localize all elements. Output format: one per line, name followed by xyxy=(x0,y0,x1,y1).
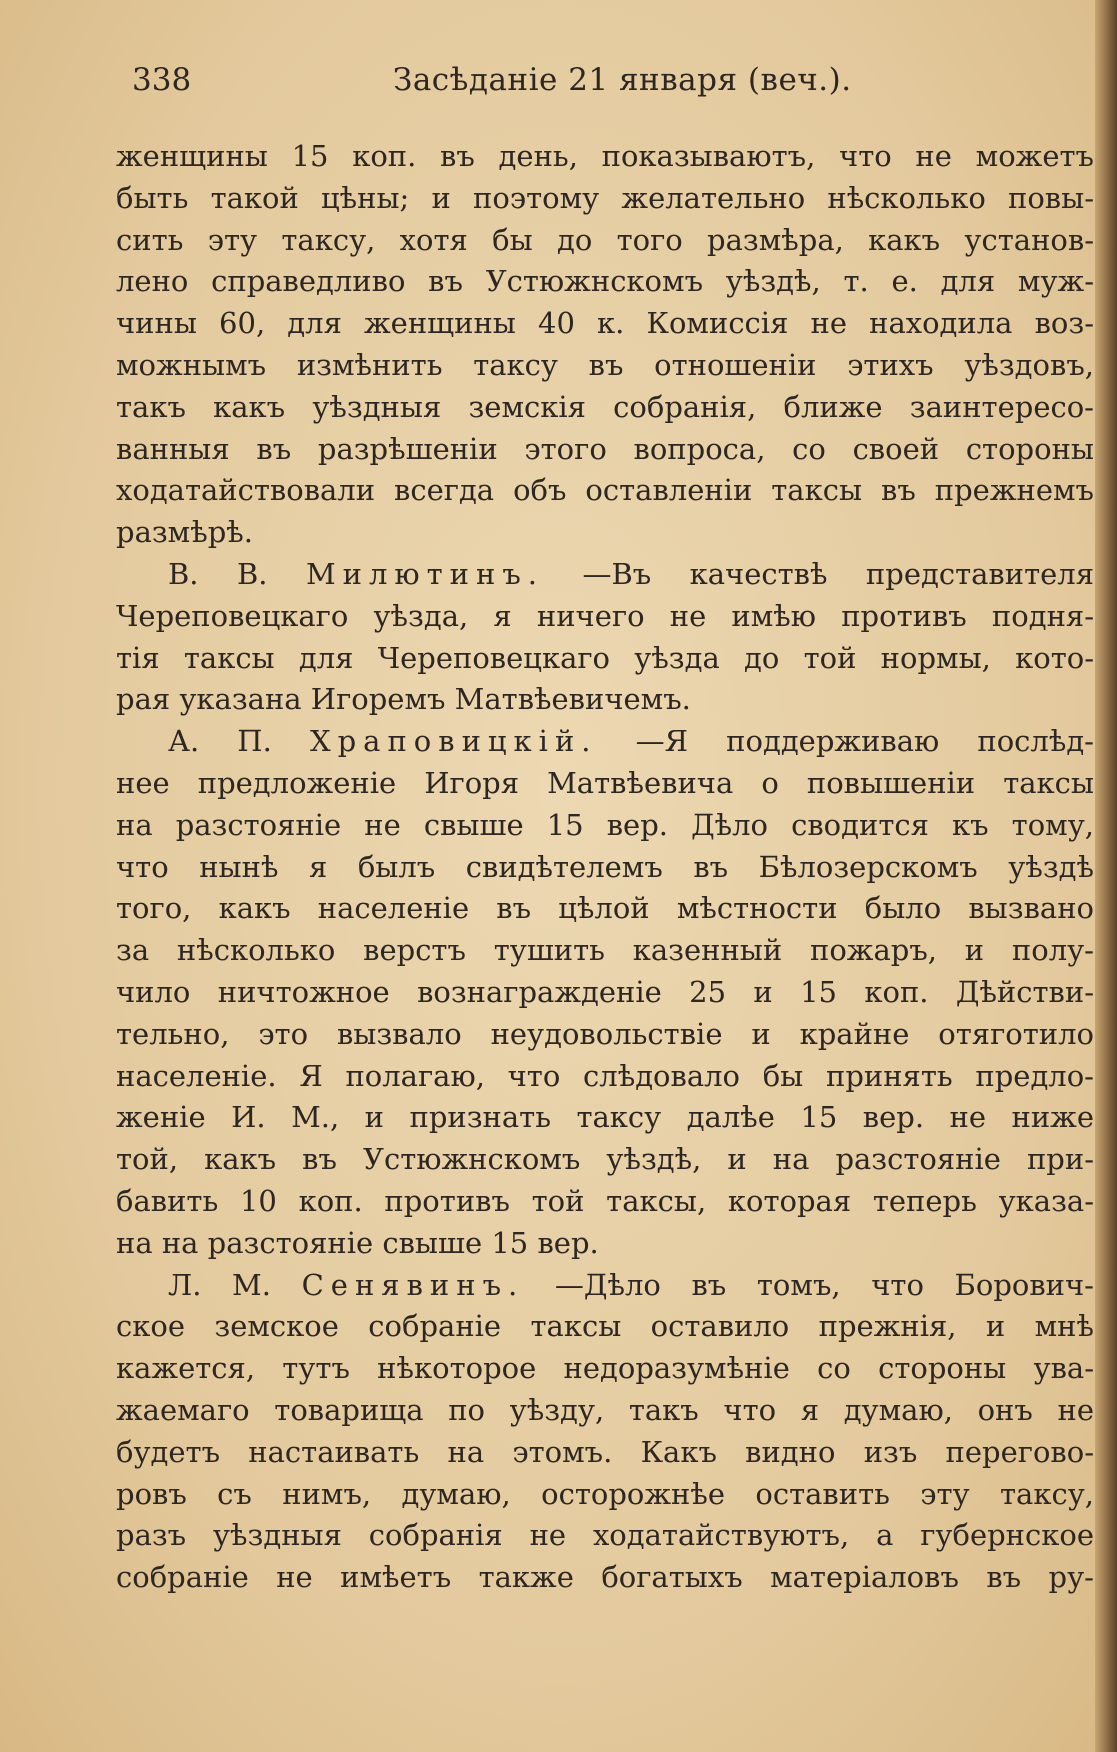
speaker-line xyxy=(116,554,1094,596)
text-line: тія таксы для Череповецкаго уѣзда до той нормы, кото- xyxy=(116,640,1094,675)
speaker-initials: Л. М. xyxy=(168,1267,271,1302)
text-line: Череповецкаго уѣзда, я ничего не имѣю противъ подня- xyxy=(116,598,1094,633)
speaker-line xyxy=(116,721,1094,763)
text-line: того, какъ населеніе въ цѣлой мѣстности было вызвано xyxy=(116,891,1094,926)
text-line: жаемаго товарища по уѣзду, такъ что я думаю, онъ не xyxy=(116,1392,1094,1427)
text-line: разъ уѣздныя собранія не ходатайствуютъ, а губернское xyxy=(116,1518,1094,1553)
text-line: нее предложеніе Игоря Матвѣевича о повышеніи таксы xyxy=(116,765,1094,800)
text-line: быть такой цѣны; и поэтому желательно нѣсколько повы- xyxy=(116,180,1094,215)
text-line: женіе И. М., и признать таксу далѣе 15 вер. не ниже xyxy=(116,1100,1094,1135)
text-line: кажется, тутъ нѣкоторое недоразумѣніе со стороны ува- xyxy=(116,1351,1094,1386)
speaker-name: Храповицкій. xyxy=(309,724,598,759)
text-line: будетъ настаивать на этомъ. Какъ видно изъ перегово- xyxy=(116,1434,1094,1469)
speaker-name: Сенявинъ. xyxy=(301,1267,525,1302)
speaker-name: Милютинъ. xyxy=(305,556,544,591)
text-fragment: —Дѣло въ томъ, что Борович- xyxy=(554,1267,1094,1302)
text-line: ровъ съ нимъ, думаю, осторожнѣе оставить эту таксу, xyxy=(116,1476,1094,1511)
text-fragment: —Я поддерживаю послѣд- xyxy=(635,724,1094,759)
text-fragment: —Въ качествѣ представителя xyxy=(582,556,1094,591)
speaker-initials: В. В. xyxy=(168,556,268,591)
text-line: женщины 15 коп. въ день, показываютъ, что не можетъ xyxy=(116,139,1094,173)
text-line: на разстояніе не свыше 15 вер. Дѣло сводится къ тому, xyxy=(116,807,1094,842)
text-line: сить эту таксу, хотя бы до того размѣра, какъ установ- xyxy=(116,222,1094,257)
text-line: той, какъ въ Устюжнскомъ уѣздѣ, и на разстояніе при- xyxy=(116,1142,1094,1177)
page-header xyxy=(0,58,1117,108)
text-line: тельно, это вызвало неудовольствіе и крайне отяготило xyxy=(116,1016,1094,1051)
text-line: рая указана Игоремъ Матвѣевичемъ. xyxy=(116,682,691,717)
text-line: ванныя въ разрѣшеніи этого вопроса, со своей стороны xyxy=(116,431,1094,466)
text-line: что нынѣ я былъ свидѣтелемъ въ Бѣлозерскомъ уѣздѣ xyxy=(116,849,1094,884)
text-line: чило ничтожное вознагражденіе 25 и 15 коп. Дѣйстви- xyxy=(116,974,1094,1009)
text-line: размѣрѣ. xyxy=(116,515,253,550)
speaker-initials: А. П. xyxy=(168,724,272,759)
text-line: лено справедливо въ Устюжнскомъ уѣздѣ, т. е. для муж- xyxy=(116,264,1094,299)
text-line: на на разстояніе свыше 15 вер. xyxy=(116,1225,599,1260)
text-line: чины 60, для женщины 40 к. Комиссія не находила воз- xyxy=(116,306,1094,341)
text-line: бавить 10 коп. противъ той таксы, которая теперь указа- xyxy=(116,1183,1094,1218)
text-line: можнымъ измѣнить таксу въ отношеніи этихъ уѣздовъ, xyxy=(116,347,1094,382)
running-title: Засѣданіе 21 января (веч.). xyxy=(393,62,852,98)
text-line: ходатайствовали всегда объ оставленіи таксы въ прежнемъ xyxy=(116,473,1094,508)
text-line: собраніе не имѣетъ также богатыхъ матеріаловъ въ ру- xyxy=(116,1560,1094,1595)
text-line: населеніе. Я полагаю, что слѣдовало бы принять предло- xyxy=(116,1058,1094,1093)
text-line: ское земское собраніе таксы оставило прежнія, и мнѣ xyxy=(116,1309,1094,1344)
text-line: такъ какъ уѣздныя земскія собранія, ближе заинтересо- xyxy=(116,389,1094,424)
speaker-line xyxy=(116,1265,1094,1307)
text-line: за нѣсколько верстъ тушить казенный пожаръ, и полу- xyxy=(116,933,1094,968)
book-binding-edge xyxy=(1095,0,1117,1752)
body-text xyxy=(116,136,1094,1599)
page-number: 338 xyxy=(132,62,192,98)
